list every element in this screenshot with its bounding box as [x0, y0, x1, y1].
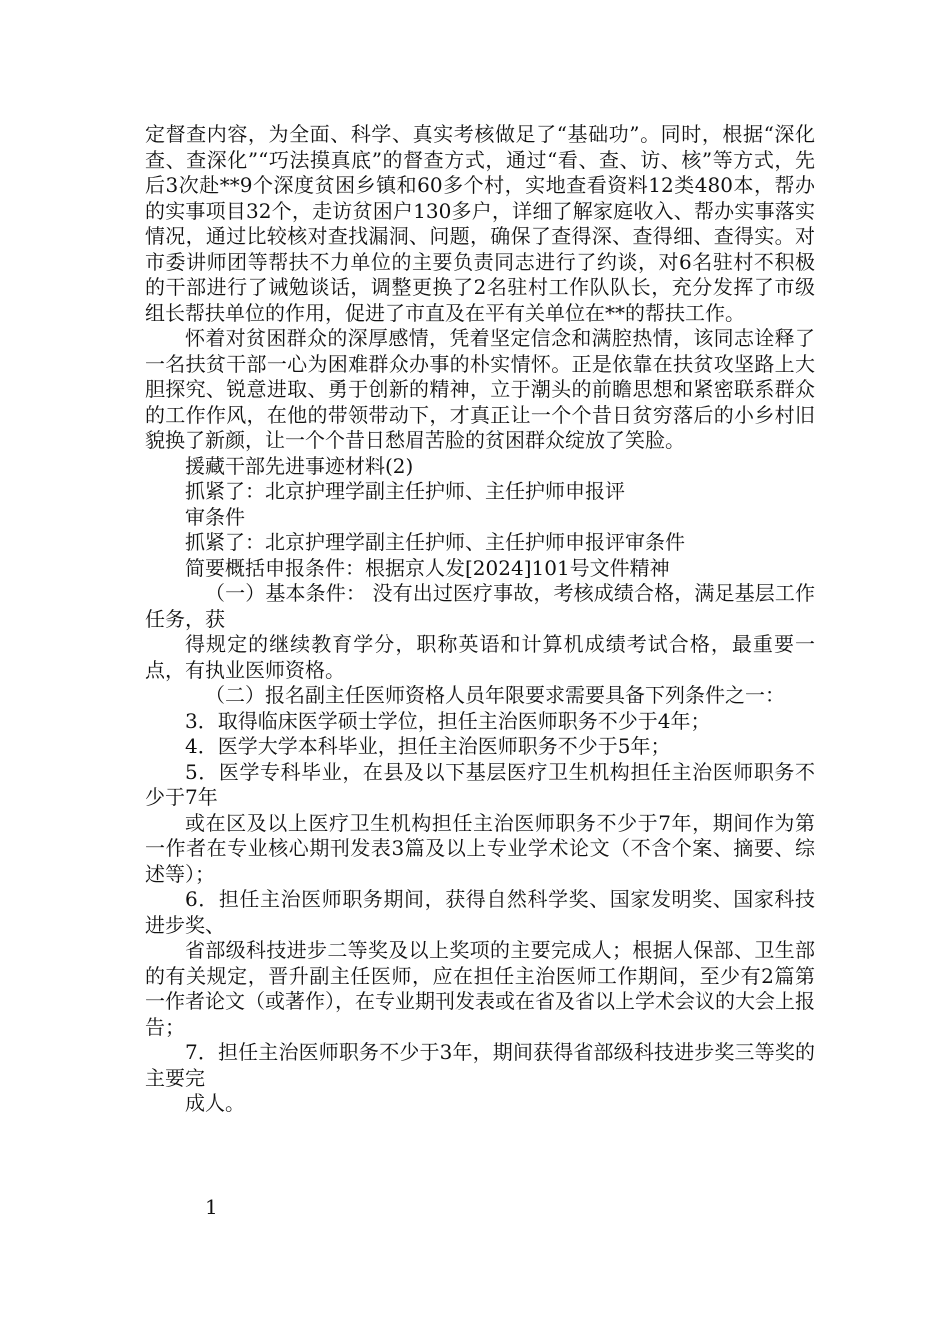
- condition-4: 4．医学大学本科毕业，担任主治医师职务不少于5年；: [185, 734, 671, 758]
- basic-conditions: （一）基本条件： 没有出过医疗事故，考核成绩合格，满足基层工作任务，获: [145, 581, 815, 631]
- condition-5-cont: 或在区及以上医疗卫生机构担任主治医师职务不少于7年，期间作为第一作者在专业核心期刊发表3篇及以上专业学术论文（不含个案、摘要、综述等）；: [145, 810, 815, 886]
- condition-3: 3．取得临床医学硕士学位，担任主治医师职务不少于4年；: [185, 708, 711, 733]
- notice-title: 抓紧了：北京护理学副主任护师、主任护师申报评审条件: [185, 530, 685, 554]
- summary-line: 简要概括申报条件：根据京人发[2024]101号文件精神: [185, 555, 670, 580]
- years-requirement: （二）报名副主任医师资格人员年限要求需要具备下列条件之一：: [205, 683, 785, 707]
- page-number: 1: [205, 1195, 218, 1219]
- condition-6: 6．担任主治医师职务期间，获得自然科学奖、国家发明奖、国家科技进步奖、: [145, 887, 815, 937]
- notice-line-1: 抓紧了：北京护理学副主任护师、主任护师申报评: [185, 479, 625, 503]
- paragraph-1: 定督查内容，为全面、科学、真实考核做足了“基础功”。同时，根据“深化查、查深化”“巧法摸真底”的督查方式，通过“看、查、访、核”等方式，先后3次赴**9个深度贫困乡镇和60多个村，实地查看资料12类480本，帮办的实事项目32个，走访贫困户130多户，详细了解家庭收入、帮办实事落实情况，通过比较核对查找漏洞、问题，确保了查得深、查得细、查得实。对市委讲师团等帮扶不力单位的主要负责同志进行了约谈，对6名驻村不积极的干部进行了诫勉谈话，调整更换了2名驻村工作队队长，充分发挥了市级组长帮扶单位的作用，促进了市直及在平有关单位在**的帮扶工作。: [145, 122, 815, 325]
- document-body: [145, 122, 815, 1117]
- condition-7-cont: 成人。: [185, 1091, 245, 1115]
- basic-conditions-cont: 得规定的继续教育学分，职称英语和计算机成绩考试合格，最重要一点，有执业医师资格。: [145, 632, 815, 682]
- condition-7: 7．担任主治医师职务不少于3年，期间获得省部级科技进步奖三等奖的主要完: [145, 1040, 815, 1090]
- notice-line-2: 审条件: [185, 504, 245, 529]
- condition-6-cont: 省部级科技进步二等奖及以上奖项的主要完成人；根据人保部、卫生部的有关规定，晋升副主任医师，应在担任主治医师工作期间，至少有2篇第一作者论文（或著作），在专业期刊发表或在省及省以上学术会议的大会上报告；: [145, 938, 815, 1039]
- paragraph-2: 怀着对贫困群众的深厚感情，凭着坚定信念和满腔热情，该同志诠释了一名扶贫干部一心为困难群众办事的朴实情怀。正是依靠在扶贫攻坚路上大胆探究、锐意进取、勇于创新的精神，立于潮头的前瞻思想和紧密联系群众的工作作风，在他的带领带动下，才真正让一个个昔日贫穷落后的小乡村旧貌换了新颜，让一个个昔日愁眉苦脸的贫困群众绽放了笑脸。: [145, 326, 815, 452]
- section-title: 援藏干部先进事迹材料(2): [185, 453, 414, 478]
- condition-5: 5．医学专科毕业，在县及以下基层医疗卫生机构担任主治医师职务不少于7年: [145, 759, 815, 809]
